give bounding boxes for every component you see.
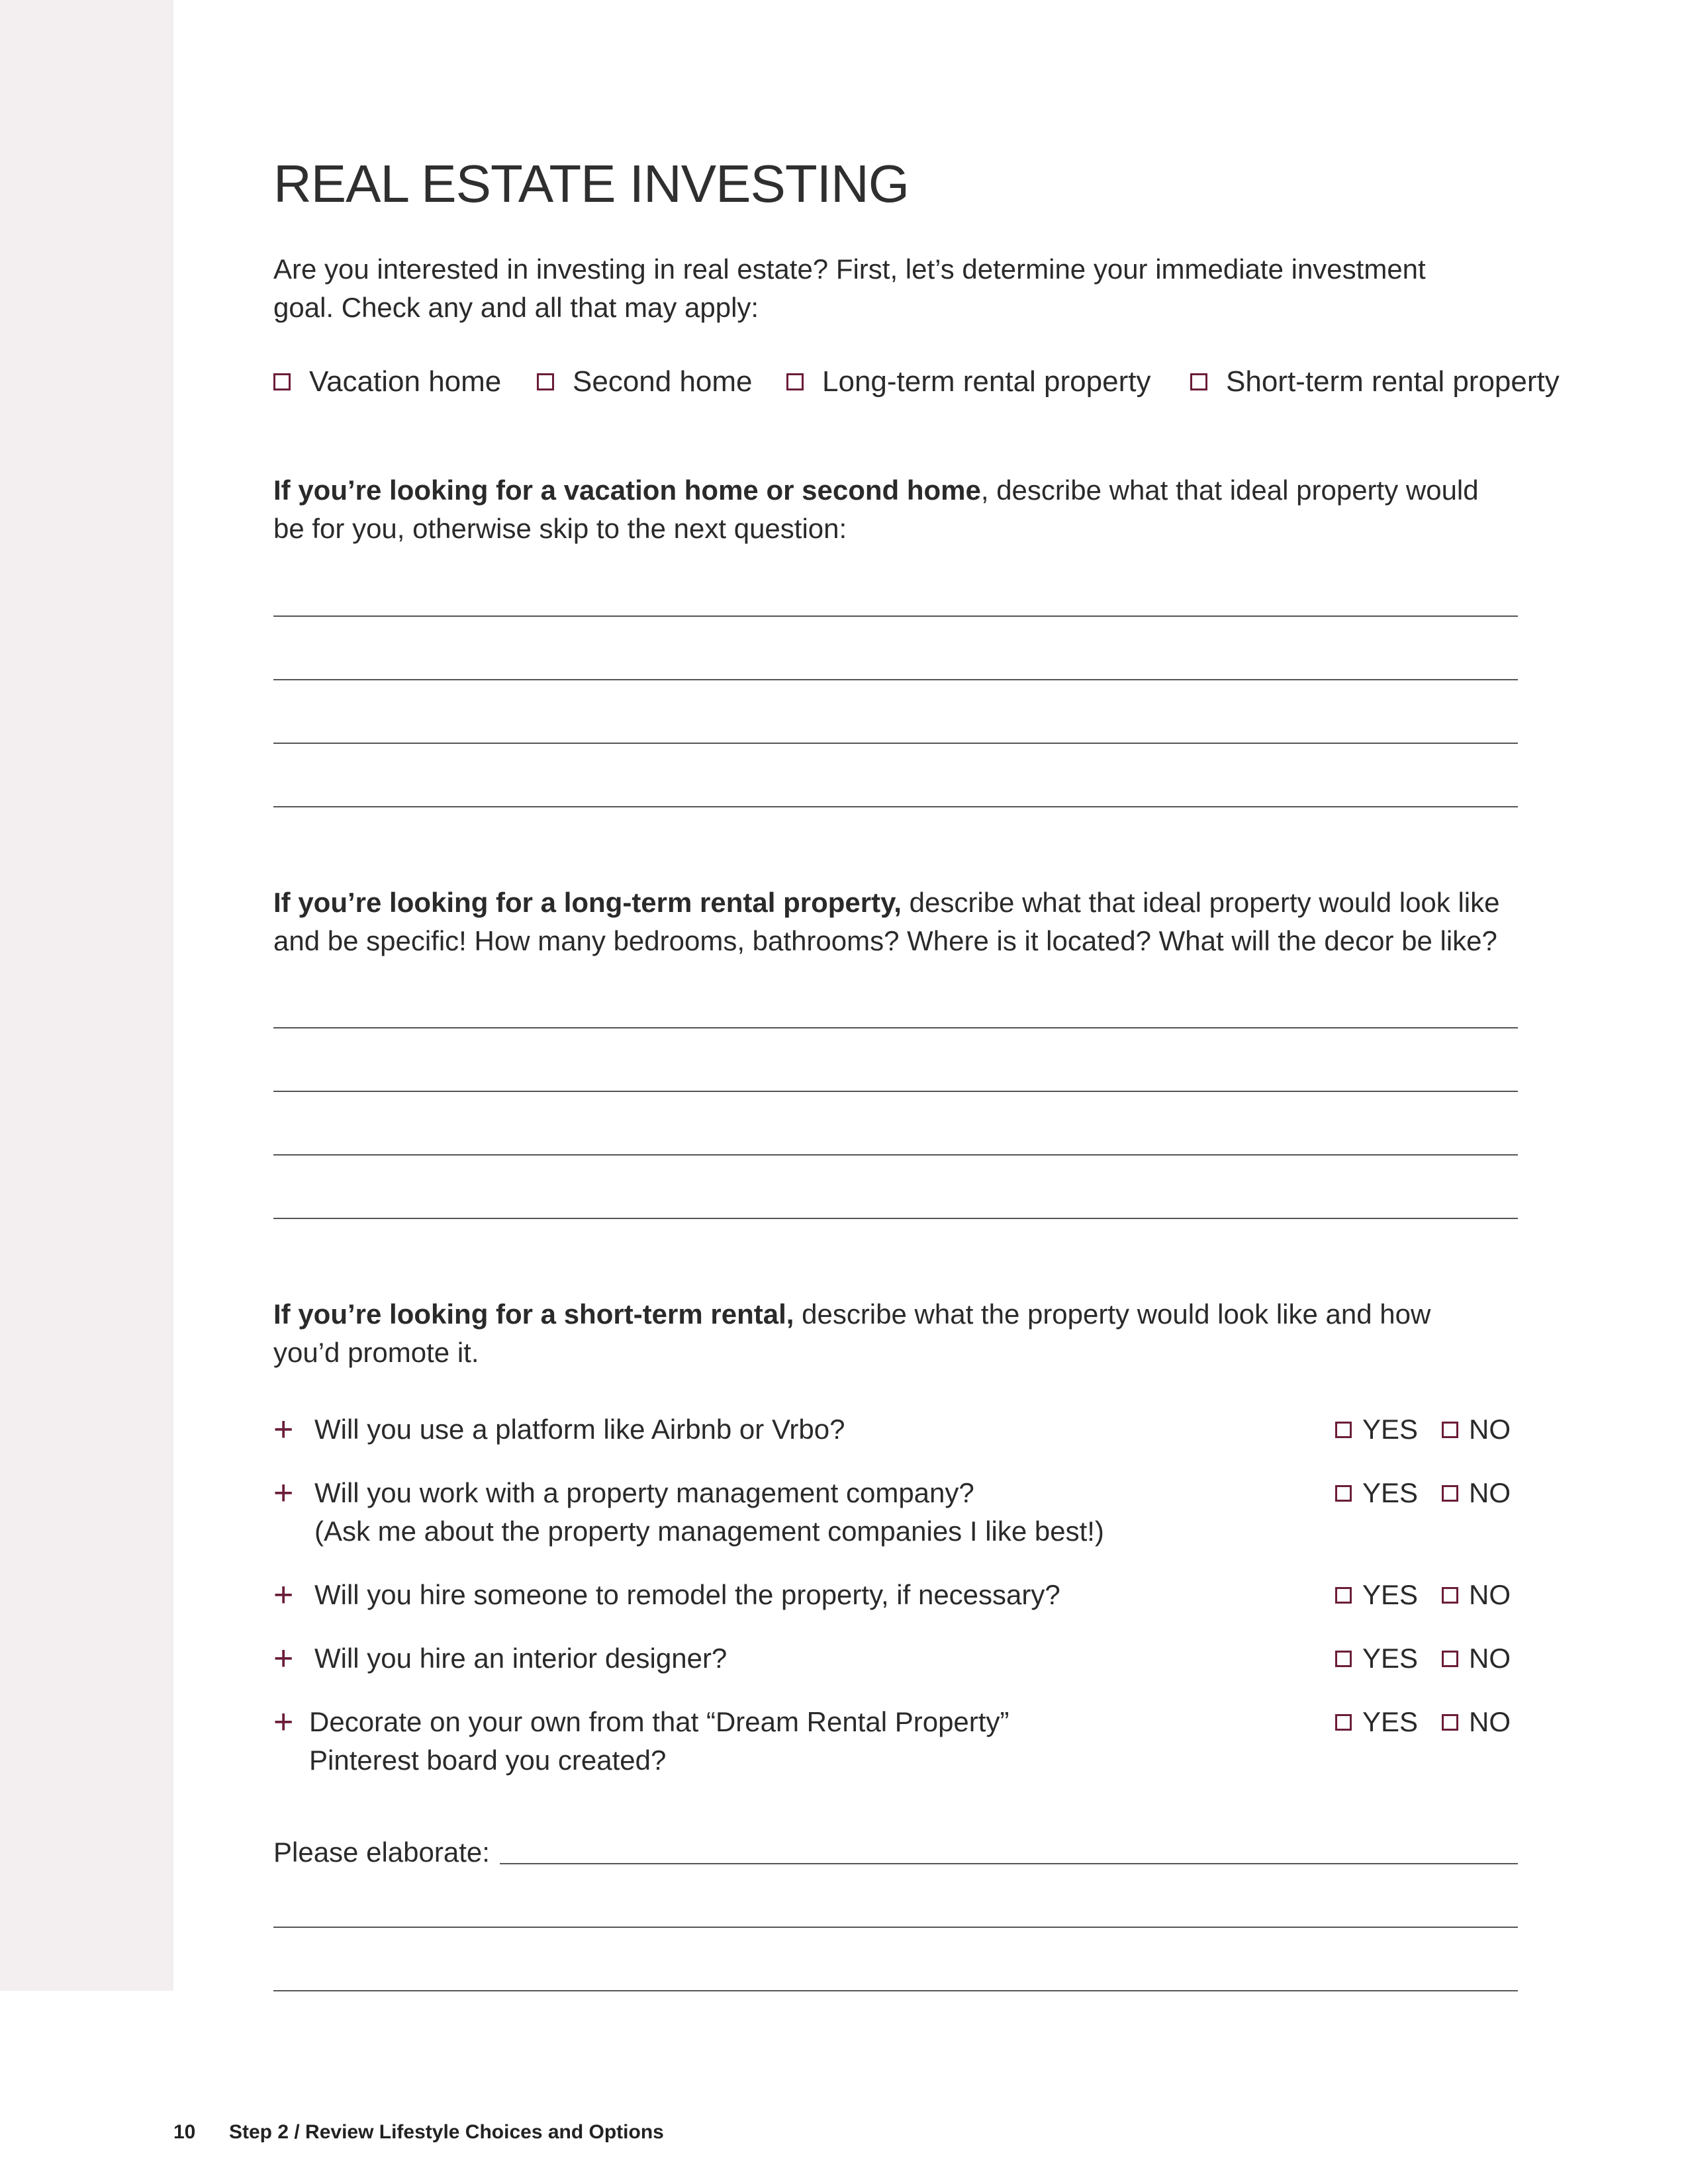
option-label: Vacation home [309, 365, 502, 398]
no-option[interactable] [1442, 1639, 1511, 1678]
checkbox-second-home[interactable] [537, 373, 554, 390]
no-label: NO [1469, 1579, 1511, 1610]
long-term-prompt [273, 884, 1518, 960]
yes-option[interactable] [1335, 1703, 1418, 1741]
short-term-prompt-line-2: you’d promote it. [273, 1337, 479, 1368]
yes-option[interactable] [1335, 1639, 1418, 1678]
elaborate-label: Please elaborate: [273, 1837, 490, 1868]
question-text-line-2: (Ask me about the property management companies I like best!) [314, 1516, 1104, 1547]
plus-icon: + [273, 1410, 294, 1449]
question-text: Decorate on your own from that “Dream Rental Property” [309, 1706, 1009, 1737]
side-band [0, 0, 173, 1991]
no-option[interactable] [1442, 1703, 1511, 1741]
yes-option[interactable] [1335, 1410, 1418, 1449]
option-label: Long-term rental property [822, 365, 1151, 398]
elaborate-line[interactable] [273, 1927, 1518, 1928]
option-short-term-rental[interactable] [1190, 365, 1560, 398]
option-long-term-rental[interactable] [786, 365, 1150, 398]
answer-line[interactable] [273, 1027, 1518, 1028]
yes-label: YES [1362, 1579, 1419, 1610]
yes-label: YES [1362, 1643, 1419, 1674]
vacation-prompt-line-2: be for you, otherwise skip to the next question: [273, 513, 847, 544]
elaborate-line[interactable] [500, 1863, 1518, 1864]
question-text: Will you hire an interior designer? [314, 1643, 727, 1674]
vacation-prompt [273, 471, 1518, 548]
question-text: Will you work with a property management company? [314, 1477, 974, 1508]
footer-section-title: Step 2 / Review Lifestyle Choices and Options [229, 2121, 664, 2143]
no-option[interactable] [1442, 1474, 1511, 1512]
no-option[interactable] [1442, 1410, 1511, 1449]
checkbox-yes[interactable] [1335, 1714, 1352, 1731]
checkbox-no[interactable] [1442, 1587, 1458, 1604]
answer-line[interactable] [273, 743, 1518, 744]
vacation-prompt-bold: If you’re looking for a vacation home or second home [273, 475, 981, 506]
page-number: 10 [173, 2121, 196, 2143]
yes-label: YES [1362, 1706, 1419, 1737]
long-term-prompt-bold: If you’re looking for a long-term rental property, [273, 887, 902, 918]
checkbox-yes[interactable] [1335, 1485, 1352, 1502]
intro-paragraph [273, 250, 1518, 327]
checkbox-no[interactable] [1442, 1422, 1458, 1438]
option-label: Second home [573, 365, 753, 398]
answer-line[interactable] [273, 806, 1518, 807]
intro-line-1: Are you interested in investing in real estate? First, let’s determine your immediate investment [273, 253, 1426, 285]
option-second-home[interactable] [537, 365, 753, 398]
no-label: NO [1469, 1706, 1511, 1737]
plus-icon: + [273, 1474, 294, 1512]
plus-icon: + [273, 1703, 294, 1741]
yes-option[interactable] [1335, 1576, 1418, 1614]
checkbox-vacation-home[interactable] [273, 373, 291, 390]
checkbox-yes[interactable] [1335, 1422, 1352, 1438]
vacation-prompt-rest: , describe what that ideal property would [980, 475, 1479, 506]
answer-line[interactable] [273, 1154, 1518, 1156]
answer-line[interactable] [273, 679, 1518, 680]
plus-icon: + [273, 1639, 294, 1678]
elaborate-line[interactable] [273, 1990, 1518, 1991]
answer-line[interactable] [273, 1091, 1518, 1092]
no-label: NO [1469, 1643, 1511, 1674]
page-title: REAL ESTATE INVESTING [273, 154, 909, 213]
short-term-prompt-rest: describe what the property would look like and how [794, 1298, 1431, 1330]
yes-label: YES [1362, 1414, 1419, 1445]
answer-line[interactable] [273, 1218, 1518, 1219]
plus-icon: + [273, 1576, 294, 1614]
question-text: Will you hire someone to remodel the property, if necessary? [314, 1579, 1060, 1610]
checkbox-long-term-rental[interactable] [786, 373, 804, 390]
checkbox-no[interactable] [1442, 1485, 1458, 1502]
option-vacation-home[interactable] [273, 365, 501, 398]
yes-option[interactable] [1335, 1474, 1418, 1512]
no-option[interactable] [1442, 1576, 1511, 1614]
answer-line[interactable] [273, 615, 1518, 617]
yes-label: YES [1362, 1477, 1419, 1508]
short-term-prompt [273, 1295, 1518, 1372]
checkbox-no[interactable] [1442, 1651, 1458, 1667]
question-text-line-2: Pinterest board you created? [309, 1745, 667, 1776]
checkbox-yes[interactable] [1335, 1587, 1352, 1604]
long-term-prompt-rest: describe what that ideal property would look like [901, 887, 1500, 918]
checkbox-yes[interactable] [1335, 1651, 1352, 1667]
long-term-prompt-line-2: and be specific! How many bedrooms, bathrooms? Where is it located? What will the decor be like? [273, 925, 1497, 956]
no-label: NO [1469, 1477, 1511, 1508]
option-label: Short-term rental property [1226, 365, 1560, 398]
question-text: Will you use a platform like Airbnb or Vrbo? [314, 1414, 845, 1445]
checkbox-short-term-rental[interactable] [1190, 373, 1207, 390]
checkbox-no[interactable] [1442, 1714, 1458, 1731]
no-label: NO [1469, 1414, 1511, 1445]
intro-line-2: goal. Check any and all that may apply: [273, 292, 759, 323]
short-term-prompt-bold: If you’re looking for a short-term rental, [273, 1298, 794, 1330]
